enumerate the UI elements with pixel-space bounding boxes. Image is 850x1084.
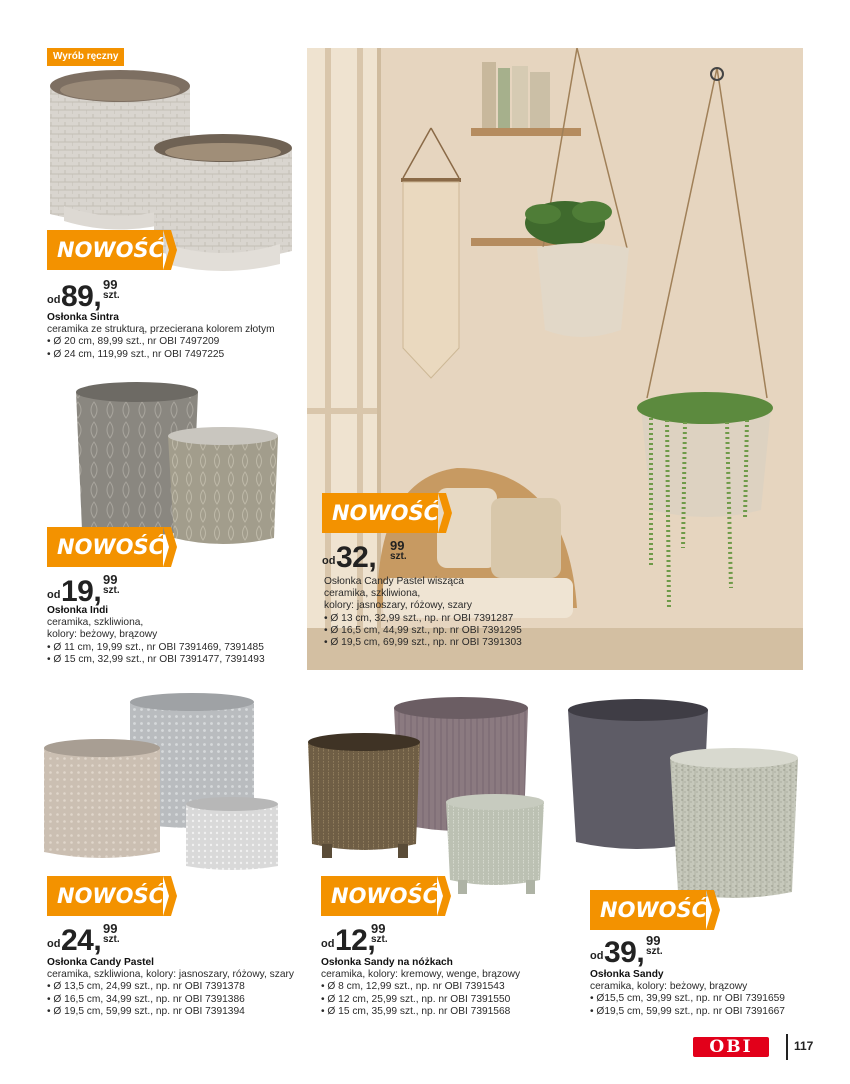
product-detail: • Ø 12 cm, 25,99 szt., np. nr OBI 7391550 xyxy=(321,993,511,1005)
product-description-candy-hanging xyxy=(324,576,522,649)
price-cents: 99 xyxy=(371,921,386,936)
price-cents: 99 xyxy=(646,933,661,948)
new-badge-sandy-legs xyxy=(321,876,437,916)
product-detail: • Ø 16,5 cm, 34,99 szt., np. nr OBI 7391386 xyxy=(47,993,245,1005)
product-detail: • Ø15,5 cm, 39,99 szt., np. nr OBI 7391659 xyxy=(590,993,785,1005)
sandy-legs-pots-photo xyxy=(306,694,550,898)
product-description-indi xyxy=(47,605,265,666)
handmade-tag: Wyrób ręczny xyxy=(47,48,124,66)
price-main: 19, xyxy=(61,575,102,608)
product-detail: ceramika, szkliwiona, kolory: jasnoszary, różowy, szary xyxy=(47,969,295,981)
product-detail: ceramika, kolory: beżowy, brązowy xyxy=(590,981,748,993)
product-detail: • Ø 13,5 cm, 24,99 szt., np. nr OBI 7391378 xyxy=(47,981,245,993)
product-description-sandy xyxy=(590,969,785,1018)
product-detail: kolory: jasnoszary, różowy, szary xyxy=(324,600,472,612)
product-detail: • Ø 16,5 cm, 44,99 szt., np. nr OBI 7391295 xyxy=(324,624,522,636)
chevron-right-icon xyxy=(163,876,177,916)
new-badge-label: NOWOŚĆ xyxy=(57,535,164,559)
price-unit: szt. xyxy=(103,585,120,596)
product-name: Osłonka Candy Pastel wisząca xyxy=(324,576,464,587)
page-number: 117 xyxy=(794,1039,814,1053)
chevron-right-icon xyxy=(163,230,177,270)
price-main: 32, xyxy=(336,541,377,574)
price-prefix: od xyxy=(47,294,61,306)
price-cents: 99 xyxy=(103,921,118,936)
price-prefix: od xyxy=(322,555,336,567)
product-detail: ceramika, szkliwiona, xyxy=(47,617,144,629)
new-badge-label: NOWOŚĆ xyxy=(332,501,439,525)
product-detail: • Ø 8 cm, 12,99 szt., np. nr OBI 7391543 xyxy=(321,981,505,993)
product-detail: • Ø 15 cm, 32,99 szt., nr OBI 7391477, 7391493 xyxy=(47,653,265,665)
chevron-right-icon xyxy=(437,876,451,916)
candy-pastel-pots-photo xyxy=(40,692,282,872)
new-badge-candy-pastel xyxy=(47,876,163,916)
price-prefix: od xyxy=(47,938,61,950)
product-detail: • Ø 11 cm, 19,99 szt., nr OBI 7391469, 7391485 xyxy=(47,641,264,653)
product-description-sandy-legs xyxy=(321,957,520,1018)
price-unit: szt. xyxy=(103,934,120,945)
product-name: Osłonka Sandy na nóżkach xyxy=(321,957,453,968)
new-badge-candy-hanging xyxy=(322,493,438,533)
price-unit: szt. xyxy=(371,934,388,945)
product-detail: • Ø 24 cm, 119,99 szt., nr OBI 7497225 xyxy=(47,348,225,360)
new-badge-label: NOWOŚĆ xyxy=(331,884,438,908)
product-detail: ceramika, szkliwiona, xyxy=(324,588,421,600)
price-cents: 99 xyxy=(103,572,118,587)
product-detail: ceramika ze strukturą, przecierana kolorem złotym xyxy=(47,324,275,336)
price-prefix: od xyxy=(590,950,604,962)
product-name: Osłonka Sintra xyxy=(47,312,119,323)
sandy-pots-photo xyxy=(566,698,802,902)
footer-divider xyxy=(786,1034,788,1060)
indi-pots-photo xyxy=(70,380,282,550)
price-sandy-legs xyxy=(321,922,411,956)
product-description-candy-pastel xyxy=(47,957,294,1018)
price-main: 12, xyxy=(335,924,376,957)
product-description-sintra xyxy=(47,312,275,361)
price-unit: szt. xyxy=(646,946,663,957)
product-name: Osłonka Sandy xyxy=(590,969,664,980)
price-main: 24, xyxy=(61,924,102,957)
obi-logo-text: OBI xyxy=(709,1037,753,1057)
chevron-right-icon xyxy=(163,527,177,567)
product-detail: • Ø 19,5 cm, 59,99 szt., np. nr OBI 7391394 xyxy=(47,1005,245,1017)
price-prefix: od xyxy=(47,589,61,601)
product-name: Osłonka Indi xyxy=(47,605,109,616)
product-detail: ceramika, kolory: kremowy, wenge, brązowy xyxy=(321,969,521,981)
price-indi xyxy=(47,573,137,607)
new-badge-label: NOWOŚĆ xyxy=(57,884,164,908)
product-detail: • Ø 15 cm, 35,99 szt., np. nr OBI 7391568 xyxy=(321,1005,511,1017)
new-badge-indi xyxy=(47,527,163,567)
chevron-right-icon xyxy=(706,890,720,930)
new-badge-sandy xyxy=(590,890,706,930)
product-detail: • Ø 13 cm, 32,99 szt., np. nr OBI 7391287 xyxy=(324,612,514,624)
price-cents: 99 xyxy=(390,538,405,553)
price-main: 39, xyxy=(604,936,645,969)
price-main: 89, xyxy=(61,280,102,313)
new-badge-sintra xyxy=(47,230,163,270)
product-detail: • Ø 19,5 cm, 69,99 szt., np. nr OBI 7391303 xyxy=(324,637,522,649)
obi-logo xyxy=(693,1037,769,1057)
new-badge-label: NOWOŚĆ xyxy=(57,238,164,262)
price-prefix: od xyxy=(321,938,335,950)
price-cents: 99 xyxy=(103,277,118,292)
product-detail: • Ø 20 cm, 89,99 szt., nr OBI 7497209 xyxy=(47,336,220,348)
price-unit: szt. xyxy=(390,551,407,562)
price-sintra xyxy=(47,278,137,312)
price-sandy xyxy=(590,934,680,968)
product-detail: kolory: beżowy, brązowy xyxy=(47,629,158,641)
price-candy-hanging xyxy=(322,539,412,573)
product-name: Osłonka Candy Pastel xyxy=(47,957,155,968)
product-detail: • Ø19,5 cm, 59,99 szt., np. nr OBI 7391667 xyxy=(590,1005,785,1017)
chevron-right-icon xyxy=(438,493,452,533)
price-candy-pastel xyxy=(47,922,137,956)
price-unit: szt. xyxy=(103,290,120,301)
new-badge-label: NOWOŚĆ xyxy=(600,898,707,922)
